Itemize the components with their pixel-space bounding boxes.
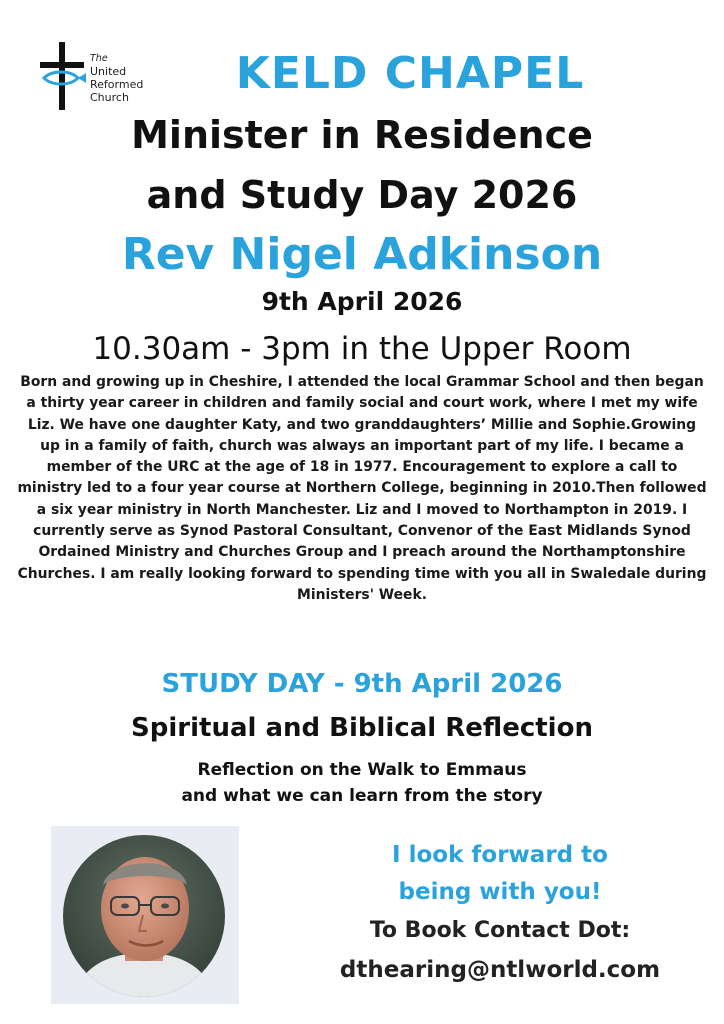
event-title-line2: and Study Day 2026 [146, 173, 578, 217]
booking-label: To Book Contact Dot: [369, 918, 631, 943]
study-subtitle-line2: and what we can learn from the story [181, 786, 543, 806]
minister-photo [63, 835, 225, 997]
urc-logo [38, 40, 158, 112]
event-date: 9th April 2026 [261, 287, 463, 316]
logo-text-church: Church [90, 91, 129, 104]
minister-bio: Born and growing up in Cheshire, I attended the local Grammar School and then began a thirty year career in children and family social and court work, where I met my wife Liz. We have one daughter Katy, and two granddaughters’ Millie and Sophie.Growing up in a family of faith, church was always an important part of my life. I became a member of the URC at the age of 18 in 1977. Encouragement to explore a call to ministry led to a four year course at Northern College, beginning in 2010.Then followed a six year ministry in North Manchester. Liz and I moved to Northampton in 2019. I currently serve as Synod Pastoral Consultant, Convenor of the East Midlands Synod Ordained Ministry and Churches Group and I preach around the Northamptonshire Churches. I am really looking forward to spending time with you all in Swaledale during Ministers' Week. [17, 374, 707, 603]
logo-text-united: United [90, 65, 127, 78]
study-topic: Spiritual and Biblical Reflection [131, 713, 593, 743]
cross-fish-icon [38, 40, 88, 112]
closing-line1: I look forward to [392, 842, 608, 868]
study-subtitle-line1: Reflection on the Walk to Emmaus [197, 760, 527, 780]
event-title-line1: Minister in Residence [131, 113, 593, 157]
booking-email[interactable]: dthearing@ntlworld.com [339, 957, 661, 983]
study-day-heading: STUDY DAY - 9th April 2026 [161, 669, 563, 699]
closing-line2: being with you! [398, 879, 602, 905]
logo-text-the: The [90, 53, 108, 64]
minister-name: Rev Nigel Adkinson [121, 229, 603, 280]
event-time: 10.30am - 3pm in the Upper Room [92, 331, 632, 367]
logo-text-reformed: Reformed [90, 78, 144, 91]
chapel-name: KELD CHAPEL [235, 48, 585, 99]
